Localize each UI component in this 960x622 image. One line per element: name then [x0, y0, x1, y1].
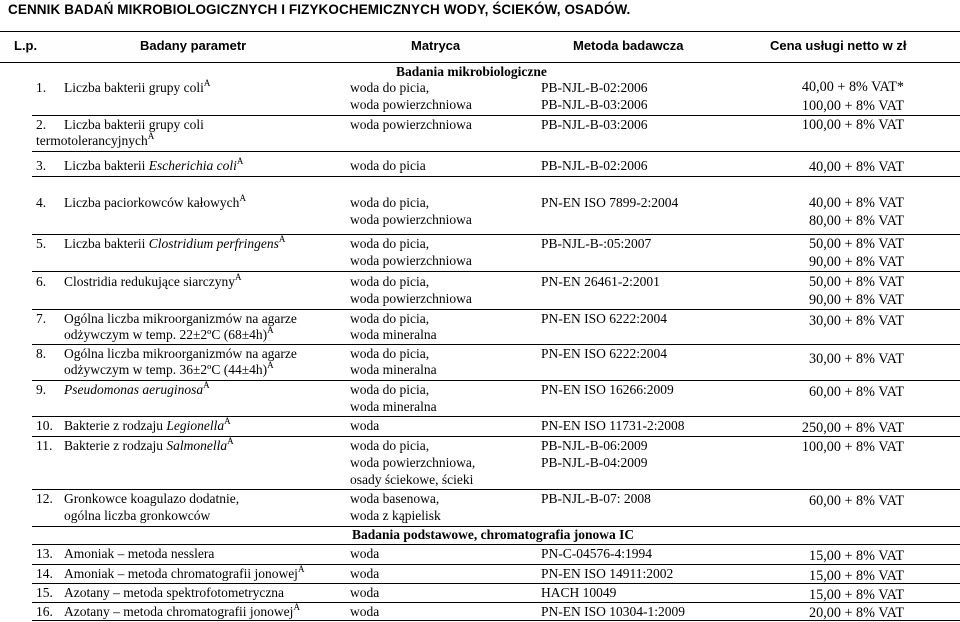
row-matrix: woda do picia,: [350, 311, 430, 326]
row-parameter: Liczba bakterii grupy coli: [64, 117, 204, 132]
row-parameter: Pseudomonas aeruginosa$^A$: [64, 379, 210, 397]
row-method: PN-C-04576-4:1994: [541, 546, 652, 561]
row-separator: [32, 344, 960, 345]
row-price: 100,00 + 8% VAT: [801, 117, 904, 133]
section-microbiology: Badania mikrobiologiczne: [396, 64, 547, 79]
row-matrix: woda: [350, 566, 380, 581]
row-number: 8.: [36, 346, 47, 361]
row-parameter-continued: termotolerancyjnych$^A$: [36, 130, 155, 148]
row-method: PB-NJL-B-02:2006: [541, 80, 648, 95]
row-number: 7.: [36, 311, 47, 326]
row-number: 11.: [36, 438, 53, 453]
row-separator: [32, 309, 960, 310]
row-number: 3.: [36, 158, 47, 173]
row-number: 12.: [36, 491, 53, 506]
row-separator: [32, 151, 960, 152]
row-matrix: woda powierzchniowa,: [350, 455, 476, 470]
row-method: HACH 10049: [541, 585, 617, 600]
row-price: 100,00 + 8% VAT: [801, 98, 904, 114]
row-number: 4.: [36, 195, 47, 210]
row-separator: [32, 416, 960, 417]
row-method: PB-NJL-B-:05:2007: [541, 236, 652, 251]
row-method: PB-NJL-B-07: 2008: [541, 491, 651, 506]
header-bottom-rule: [0, 62, 960, 63]
row-number: 9.: [36, 382, 47, 397]
row-number: 10.: [36, 418, 53, 433]
row-separator: [32, 544, 960, 545]
row-price: 90,00 + 8% VAT: [809, 292, 904, 308]
row-parameter: Ogólna liczba mikroorganizmów na agarze: [64, 346, 297, 361]
row-matrix: woda do picia,: [350, 236, 430, 251]
row-number: 16.: [36, 604, 53, 619]
row-parameter-continued: ogólna liczba gronkowców: [64, 508, 211, 523]
row-matrix: woda powierzchniowa: [350, 253, 472, 268]
row-parameter-continued: odżywczym w temp. 36±2ºC $(44\pm 4h)^A$: [64, 359, 274, 377]
row-matrix: woda do picia,: [350, 274, 430, 289]
header-method: Metoda badawcza: [573, 38, 684, 53]
row-parameter: Azotany – metoda spektrofotometryczna: [64, 585, 285, 600]
header-parameter: Badany parametr: [140, 38, 247, 53]
row-parameter: Liczba bakterii Clostridium perfringens$^A$: [64, 233, 286, 251]
row-price: 40,00 + 8% VAT: [809, 195, 904, 211]
row-number: 1.: [36, 80, 47, 95]
row-number: 6.: [36, 274, 47, 289]
page-title: CENNIK BADAŃ MIKROBIOLOGICZNYCH I FIZYKOCHEMICZNYCH WODY, ŚCIEKÓW, OSADÓW.: [8, 2, 631, 17]
row-parameter: Bakterie z rodzaju Salmonella$^A$: [64, 435, 234, 453]
row-matrix: woda: [350, 546, 380, 561]
section-basic: Badania podstawowe, chromatografia jonowa IC: [352, 527, 635, 542]
row-separator: [32, 489, 960, 490]
row-matrix: woda: [350, 604, 380, 619]
row-number: 15.: [36, 585, 53, 600]
row-parameter: Amoniak – metoda chromatografii jonowej$^A$: [64, 563, 305, 581]
row-method: PN-EN ISO 11731-2:2008: [541, 418, 685, 433]
row-price: 15,00 + 8% VAT: [809, 587, 904, 603]
row-separator: [32, 602, 960, 603]
row-price: 100,00 + 8% VAT: [801, 439, 904, 455]
row-parameter: Clostridia redukujące siarczyny$^A$: [64, 271, 242, 289]
row-method: PN-EN ISO 7899-2:2004: [541, 195, 679, 210]
header-lp: L.p.: [14, 38, 38, 53]
row-number: 5.: [36, 236, 47, 251]
row-matrix: woda powierzchniowa: [350, 97, 472, 112]
row-separator: [32, 436, 960, 437]
row-matrix: woda: [350, 418, 380, 433]
header-matrix: Matryca: [411, 38, 461, 53]
row-separator: [32, 176, 960, 177]
row-parameter-continued: odżywczym w temp. 22±2ºC $(68\pm 4h)^A$: [64, 324, 274, 342]
row-matrix: woda powierzchniowa: [350, 212, 472, 227]
row-parameter: Liczba bakterii Escherichia coli$^A$: [64, 155, 244, 173]
row-matrix: woda mineralna: [350, 362, 437, 377]
row-matrix: woda do picia,: [350, 382, 430, 397]
row-price: 15,00 + 8% VAT: [809, 568, 904, 584]
row-matrix: woda do picia: [350, 158, 426, 173]
header-price: Cena usługi netto w zł: [770, 38, 907, 53]
row-price: 90,00 + 8% VAT: [809, 254, 904, 270]
row-price: 15,00 + 8% VAT: [809, 548, 904, 564]
row-number: 2.: [36, 117, 47, 132]
row-parameter: Gronkowce koagulazo dodatnie,: [64, 491, 240, 506]
row-price: 40,00 + 8% VAT*: [801, 79, 904, 95]
row-method: PB-NJL-B-03:2006: [541, 97, 648, 112]
row-parameter: Bakterie z rodzaju Legionella$^A$: [64, 415, 231, 433]
row-method: PN-EN ISO 6222:2004: [541, 311, 668, 326]
row-method: PB-NJL-B-03:2006: [541, 117, 648, 132]
row-method: PB-NJL-B-06:2009: [541, 438, 648, 453]
row-parameter: Liczba bakterii grupy coli$^A$: [64, 77, 211, 95]
row-separator: [32, 564, 960, 565]
row-method: PB-NJL-B-02:2006: [541, 158, 648, 173]
row-method: PN-EN ISO 14911:2002: [541, 566, 674, 581]
row-method: PB-NJL-B-04:2009: [541, 455, 648, 470]
row-method: PN-EN ISO 16266:2009: [541, 382, 674, 397]
row-method: PN-EN 26461-2:2001: [541, 274, 660, 289]
row-matrix: woda mineralna: [350, 399, 437, 414]
row-matrix: woda: [350, 585, 380, 600]
row-price: 250,00 + 8% VAT: [801, 420, 904, 436]
row-parameter: Liczba paciorkowców kałowych$^A$: [64, 192, 246, 210]
row-separator: [32, 271, 960, 272]
row-number: 14.: [36, 566, 53, 581]
row-matrix: osady ściekowe, ścieki: [350, 472, 474, 487]
row-parameter: Ogólna liczba mikroorganizmów na agarze: [64, 311, 297, 326]
row-price: 50,00 + 8% VAT: [809, 236, 904, 252]
row-matrix: woda basenowa,: [350, 491, 440, 506]
row-parameter: Amoniak – metoda nesslera: [64, 546, 215, 561]
row-method: PN-EN ISO 10304-1:2009: [541, 604, 685, 619]
header-top-rule: [0, 31, 960, 32]
row-matrix: woda mineralna: [350, 327, 437, 342]
row-parameter: Azotany – metoda chromatografii jonowej$^A$: [64, 601, 300, 619]
row-price: 80,00 + 8% VAT: [809, 213, 904, 229]
row-price: 60,00 + 8% VAT: [809, 493, 904, 509]
row-price: 30,00 + 8% VAT: [809, 351, 904, 367]
row-matrix: woda powierzchniowa: [350, 117, 472, 132]
row-matrix: woda do picia,: [350, 346, 430, 361]
row-matrix: woda do picia,: [350, 438, 430, 453]
row-separator: [32, 583, 960, 584]
row-matrix: woda do picia,: [350, 80, 430, 95]
row-price: 50,00 + 8% VAT: [809, 274, 904, 290]
row-matrix: woda powierzchniowa: [350, 291, 472, 306]
row-price: 40,00 + 8% VAT: [809, 159, 904, 175]
row-matrix: woda z kąpielisk: [350, 508, 441, 523]
row-separator: [32, 620, 960, 621]
row-matrix: woda do picia,: [350, 195, 430, 210]
row-number: 13.: [36, 546, 53, 561]
row-separator: [32, 380, 960, 381]
row-method: PN-EN ISO 6222:2004: [541, 346, 668, 361]
row-price: 30,00 + 8% VAT: [809, 313, 904, 329]
row-price: 20,00 + 8% VAT: [809, 605, 904, 621]
row-price: 60,00 + 8% VAT: [809, 384, 904, 400]
